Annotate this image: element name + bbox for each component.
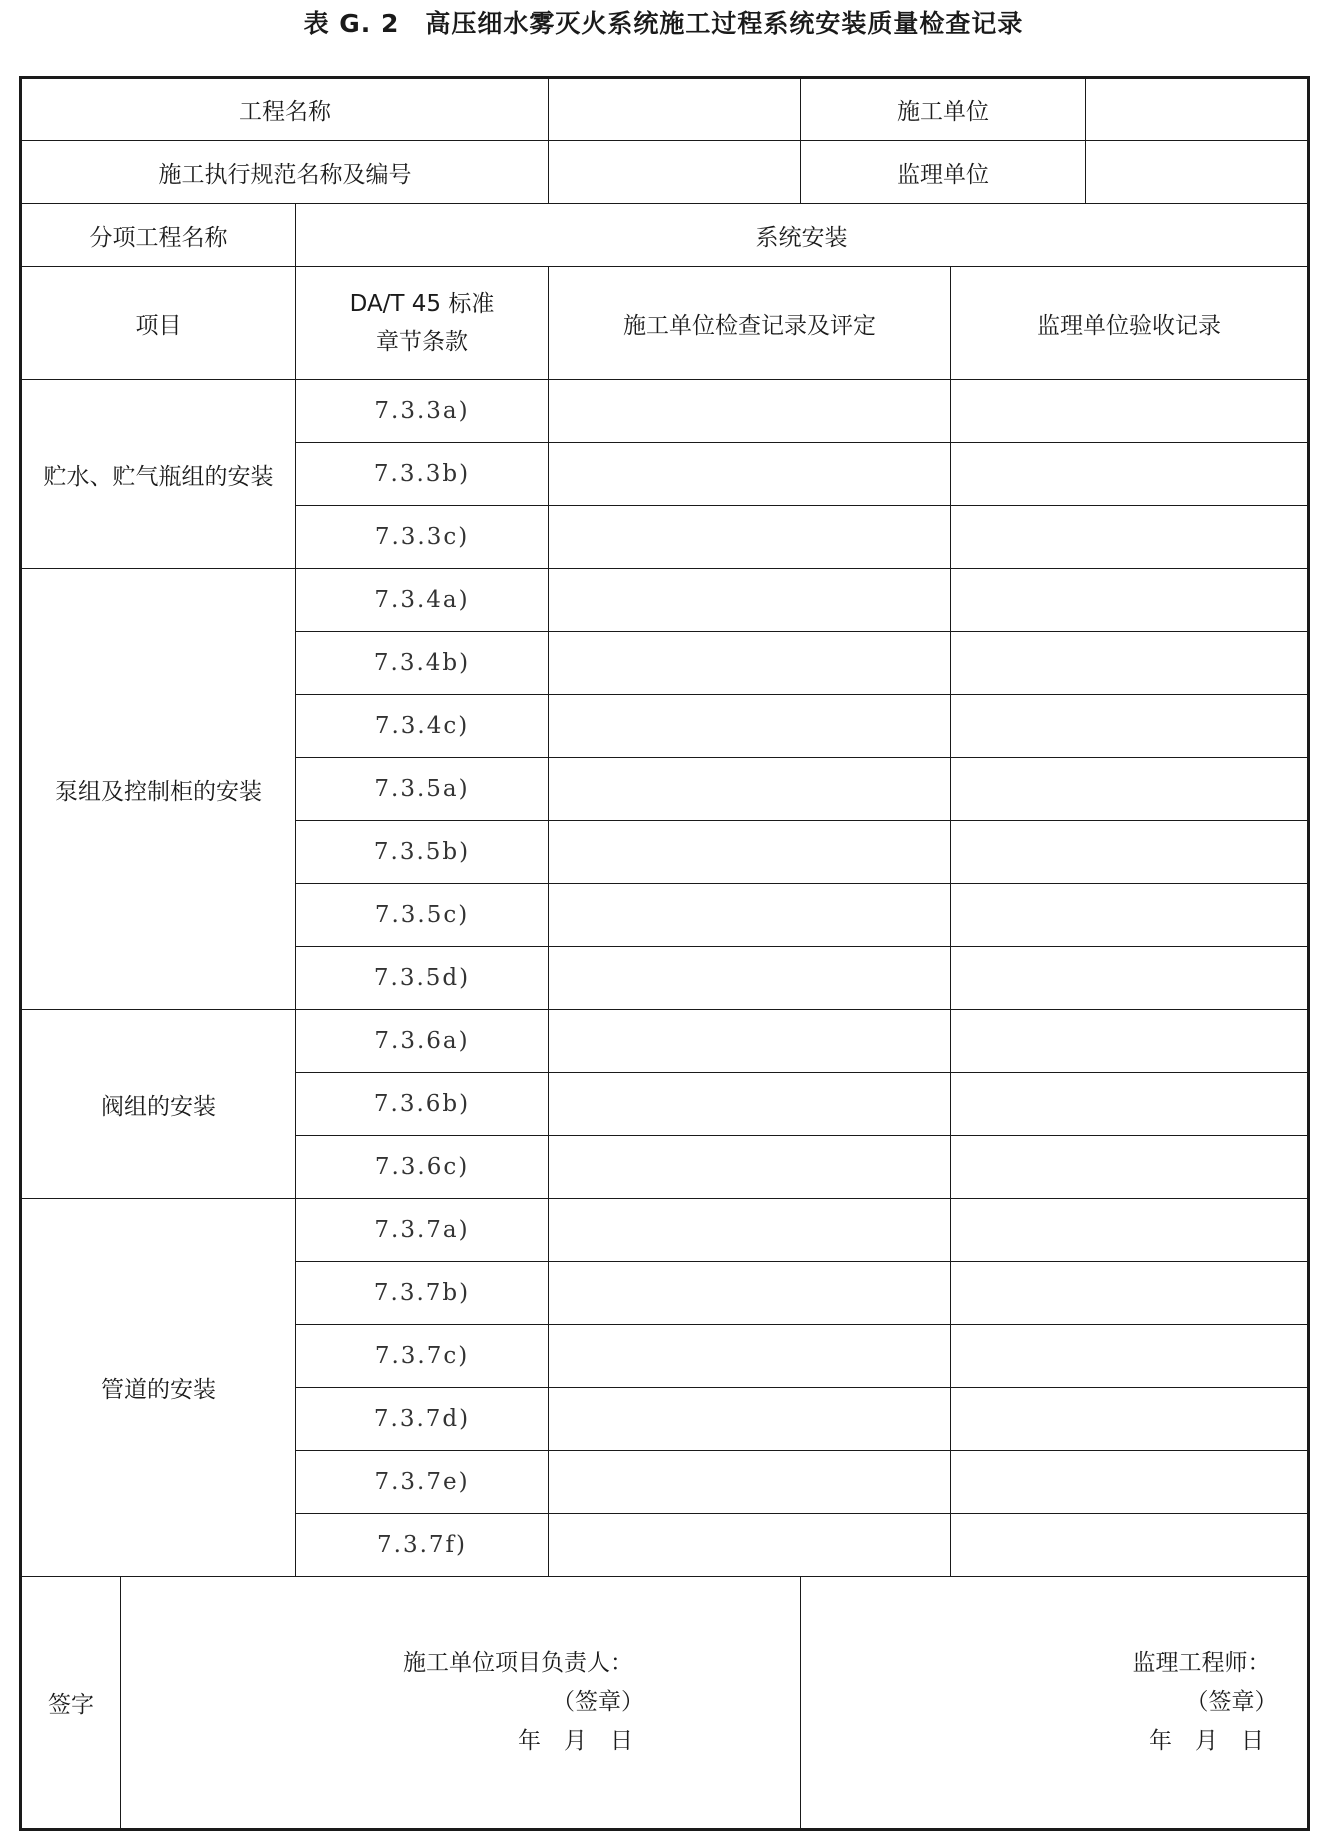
supervisor-record-cell[interactable]: [951, 506, 1309, 569]
supervising-engineer-label: 监理工程师：: [1132, 1650, 1271, 1676]
clause-cell: 7.3.4b): [296, 632, 549, 695]
contractor-record-cell[interactable]: [549, 443, 951, 506]
clause-cell: 7.3.6c): [296, 1136, 549, 1199]
contractor-record-cell[interactable]: [549, 1262, 951, 1325]
supervisor-record-cell[interactable]: [951, 1199, 1309, 1262]
header-clause: [296, 267, 549, 380]
page-title: 表 G. 2 高压细水雾灭火系统施工过程系统安装质量检查记录: [303, 9, 1024, 38]
spec-label: 施工执行规范名称及编号: [21, 141, 549, 204]
clause-cell: 7.3.5d): [296, 947, 549, 1010]
clause-cell: 7.3.4a): [296, 569, 549, 632]
contractor-record-cell[interactable]: [549, 1073, 951, 1136]
signature-contractor[interactable]: [121, 1577, 801, 1830]
table-row: [21, 380, 1309, 443]
clause-cell: 7.3.5a): [296, 758, 549, 821]
clause-cell: 7.3.7d): [296, 1388, 549, 1451]
contractor-record-cell[interactable]: [549, 1010, 951, 1073]
clause-cell: 7.3.3b): [296, 443, 549, 506]
contractor-lead-label: 施工单位项目负责人：: [403, 1650, 633, 1676]
clause-cell: 7.3.7a): [296, 1199, 549, 1262]
item-name: 阀组的安装: [21, 1010, 296, 1199]
contractor-record-cell[interactable]: [549, 1199, 951, 1262]
contractor-record-cell[interactable]: [549, 695, 951, 758]
contractor-seal: （签章）: [552, 1689, 644, 1715]
clause-cell: 7.3.6b): [296, 1073, 549, 1136]
signature-label: 签字: [21, 1577, 121, 1830]
project-name-value[interactable]: [549, 78, 801, 141]
clause-cell: 7.3.7f): [296, 1514, 549, 1577]
supervisor-record-cell[interactable]: [951, 380, 1309, 443]
clause-cell: 7.3.3c): [296, 506, 549, 569]
supervisor-record-cell[interactable]: [951, 1136, 1309, 1199]
contractor-record-cell[interactable]: [549, 758, 951, 821]
contractor-record-cell[interactable]: [549, 569, 951, 632]
sub-project-label: 分项工程名称: [21, 204, 296, 267]
contractor-record-cell[interactable]: [549, 1388, 951, 1451]
header-item: 项目: [21, 267, 296, 380]
supervision-unit-value[interactable]: [1086, 141, 1309, 204]
supervisor-date: 年 月 日: [1149, 1728, 1265, 1754]
supervisor-record-cell[interactable]: [951, 1451, 1309, 1514]
supervision-unit-label: 监理单位: [801, 141, 1086, 204]
supervisor-seal: （签章）: [1185, 1689, 1278, 1715]
supervisor-record-cell[interactable]: [951, 758, 1309, 821]
construction-unit-value[interactable]: [1086, 78, 1309, 141]
header-clause-line1: DA/T 45 标准: [349, 291, 495, 317]
clause-cell: 7.3.5b): [296, 821, 549, 884]
contractor-record-cell[interactable]: [549, 1136, 951, 1199]
supervisor-record-cell[interactable]: [951, 443, 1309, 506]
sub-project-value: 系统安装: [296, 204, 1309, 267]
supervisor-record-cell[interactable]: [951, 695, 1309, 758]
row-column-headers: [21, 267, 1309, 380]
supervisor-record-cell[interactable]: [951, 1325, 1309, 1388]
contractor-record-cell[interactable]: [549, 1325, 951, 1388]
item-name: 泵组及控制柜的安装: [21, 569, 296, 1010]
supervisor-record-cell[interactable]: [951, 1010, 1309, 1073]
contractor-date: 年 月 日: [518, 1728, 633, 1754]
supervisor-record-cell[interactable]: [951, 1262, 1309, 1325]
contractor-record-cell[interactable]: [549, 947, 951, 1010]
header-clause-line2: 章节条款: [376, 329, 468, 355]
inspection-record-table: [19, 76, 1310, 1831]
header-contractor-record: 施工单位检查记录及评定: [549, 267, 951, 380]
header-supervisor-record: 监理单位验收记录: [951, 267, 1309, 380]
item-name: 贮水、贮气瓶组的安装: [21, 380, 296, 569]
row-signature: [21, 1577, 1309, 1830]
clause-cell: 7.3.3a): [296, 380, 549, 443]
table-row: [21, 569, 1309, 632]
contractor-record-cell[interactable]: [549, 506, 951, 569]
clause-cell: 7.3.6a): [296, 1010, 549, 1073]
clause-cell: 7.3.5c): [296, 884, 549, 947]
supervisor-record-cell[interactable]: [951, 1514, 1309, 1577]
contractor-record-cell[interactable]: [549, 380, 951, 443]
contractor-record-cell[interactable]: [549, 884, 951, 947]
supervisor-record-cell[interactable]: [951, 1073, 1309, 1136]
construction-unit-label: 施工单位: [801, 78, 1086, 141]
spec-value[interactable]: [549, 141, 801, 204]
signature-supervisor[interactable]: [801, 1577, 1309, 1830]
supervisor-record-cell[interactable]: [951, 884, 1309, 947]
supervisor-record-cell[interactable]: [951, 947, 1309, 1010]
supervisor-record-cell[interactable]: [951, 632, 1309, 695]
clause-cell: 7.3.7b): [296, 1262, 549, 1325]
project-name-label: 工程名称: [21, 78, 549, 141]
item-name: 管道的安装: [21, 1199, 296, 1577]
contractor-record-cell[interactable]: [549, 821, 951, 884]
contractor-record-cell[interactable]: [549, 1514, 951, 1577]
clause-cell: 7.3.4c): [296, 695, 549, 758]
contractor-record-cell[interactable]: [549, 1451, 951, 1514]
supervisor-record-cell[interactable]: [951, 821, 1309, 884]
contractor-record-cell[interactable]: [549, 632, 951, 695]
supervisor-record-cell[interactable]: [951, 569, 1309, 632]
row-sub-project: [21, 204, 1309, 267]
row-spec: [21, 141, 1309, 204]
row-project-name: [21, 78, 1309, 141]
table-row: [21, 1199, 1309, 1262]
clause-cell: 7.3.7c): [296, 1325, 549, 1388]
supervisor-record-cell[interactable]: [951, 1388, 1309, 1451]
clause-cell: 7.3.7e): [296, 1451, 549, 1514]
table-row: [21, 1010, 1309, 1073]
